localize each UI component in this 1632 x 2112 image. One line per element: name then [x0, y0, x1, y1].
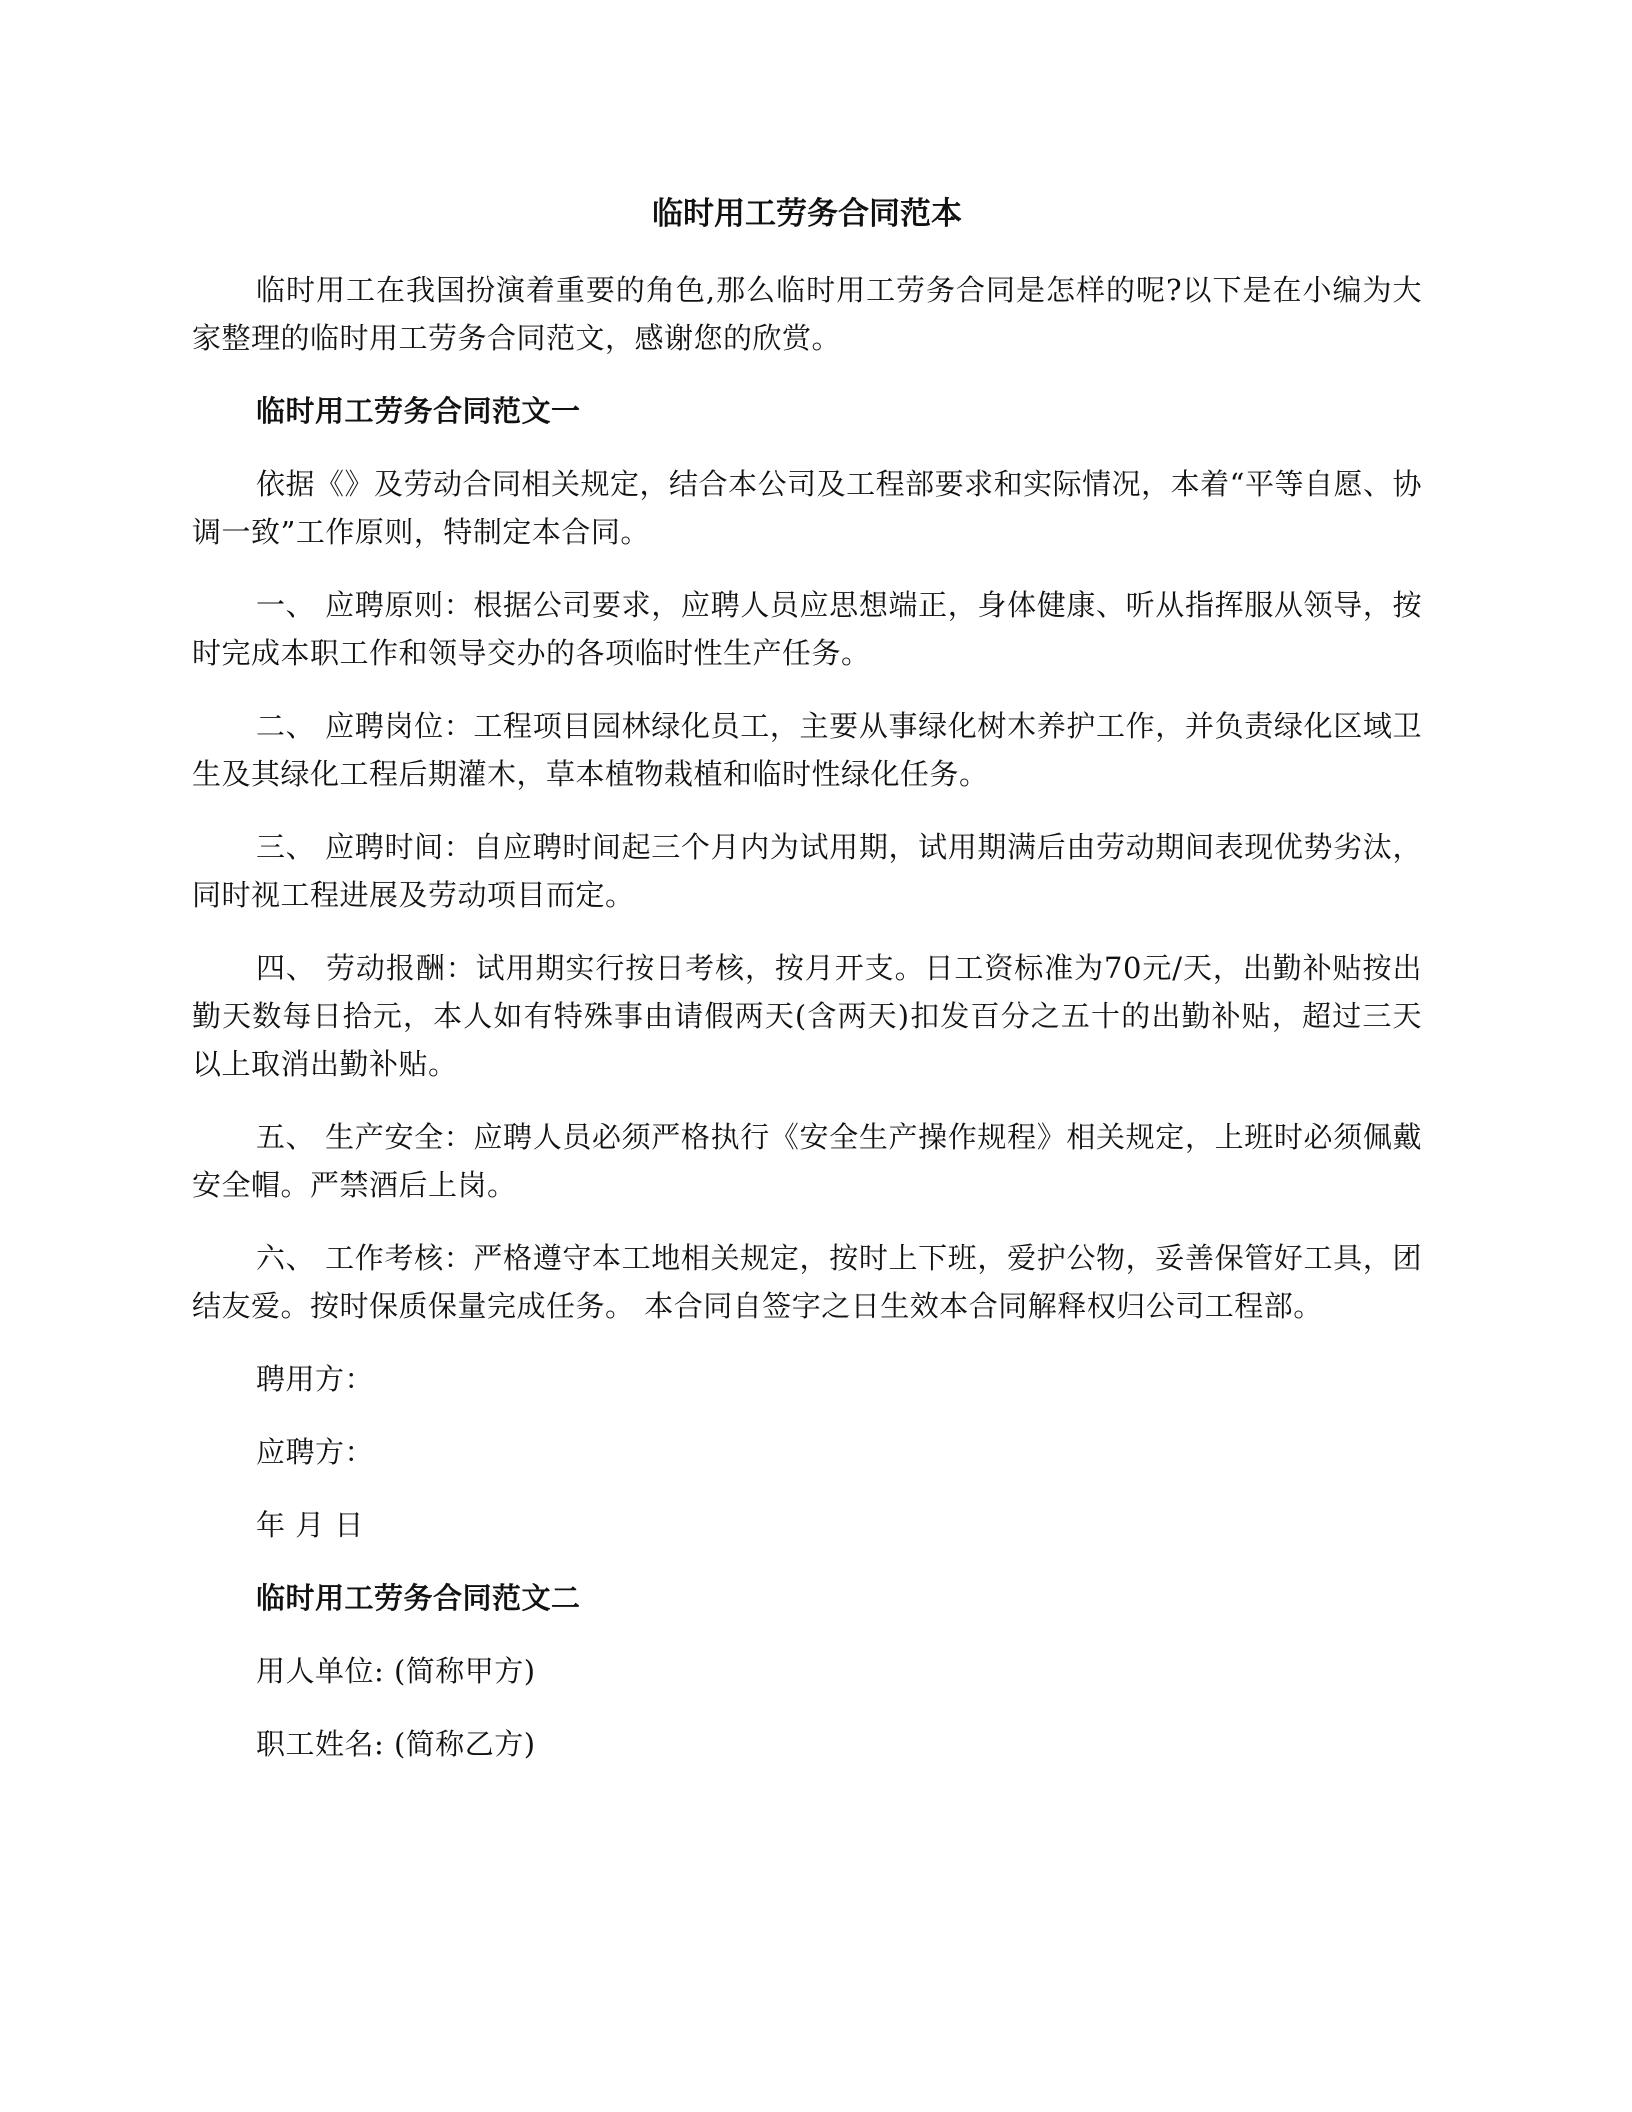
paragraph-clause-3: 三、 应聘时间：自应聘时间起三个月内为试用期，试用期满后由劳动期间表现优势劣汰，同时视工程进展及劳动项目而定。	[192, 830, 1422, 912]
document-title: 临时用工劳务合同范本	[652, 196, 962, 232]
paragraph-clause-4: 四、 劳动报酬：试用期实行按日考核，按月开支。日工资标准为70元/天，出勤补贴按出勤天数每日拾元，本人如有特殊事由请假两天(含两天)扣发百分之五十的出勤补贴，超过三天以上取消出勤补贴。	[192, 951, 1422, 1081]
employee-signature-line: 应聘方：	[256, 1435, 375, 1469]
date-line: 年 月 日	[256, 1508, 364, 1542]
employer-signature-line: 聘用方：	[256, 1362, 375, 1396]
document-page	[192, 192, 1422, 1793]
paragraph-clause-5: 五、 生产安全：应聘人员必须严格执行《安全生产操作规程》相关规定，上班时必须佩戴安全帽。严禁酒后上岗。	[192, 1120, 1422, 1202]
employer-unit-line: 用人单位: (简称甲方)	[256, 1654, 536, 1688]
paragraph-clause-6: 六、 工作考核：严格遵守本工地相关规定，按时上下班，爱护公物，妥善保管好工具，团结友爱。按时保质保量完成任务。 本合同自签字之日生效本合同解释权归公司工程部。	[192, 1241, 1422, 1323]
intro-paragraph: 临时用工在我国扮演着重要的角色,那么临时用工劳务合同是怎样的呢?以下是在小编为大家整理的临时用工劳务合同范文，感谢您的欣赏。	[192, 273, 1422, 355]
paragraph-clause-1: 一、 应聘原则：根据公司要求，应聘人员应思想端正，身体健康、听从指挥服从领导，按时完成本职工作和领导交办的各项临时性生产任务。	[192, 588, 1422, 670]
employee-name-line: 职工姓名: (简称乙方)	[256, 1727, 536, 1761]
section-heading-1: 临时用工劳务合同范文一	[256, 394, 581, 428]
paragraph-basis: 依据《》及劳动合同相关规定，结合本公司及工程部要求和实际情况，本着“平等自愿、协调一致”工作原则，特制定本合同。	[192, 467, 1422, 549]
section-heading-2: 临时用工劳务合同范文二	[256, 1581, 581, 1615]
paragraph-clause-2: 二、 应聘岗位：工程项目园林绿化员工，主要从事绿化树木养护工作，并负责绿化区域卫生及其绿化工程后期灌木，草本植物栽植和临时性绿化任务。	[192, 709, 1422, 791]
